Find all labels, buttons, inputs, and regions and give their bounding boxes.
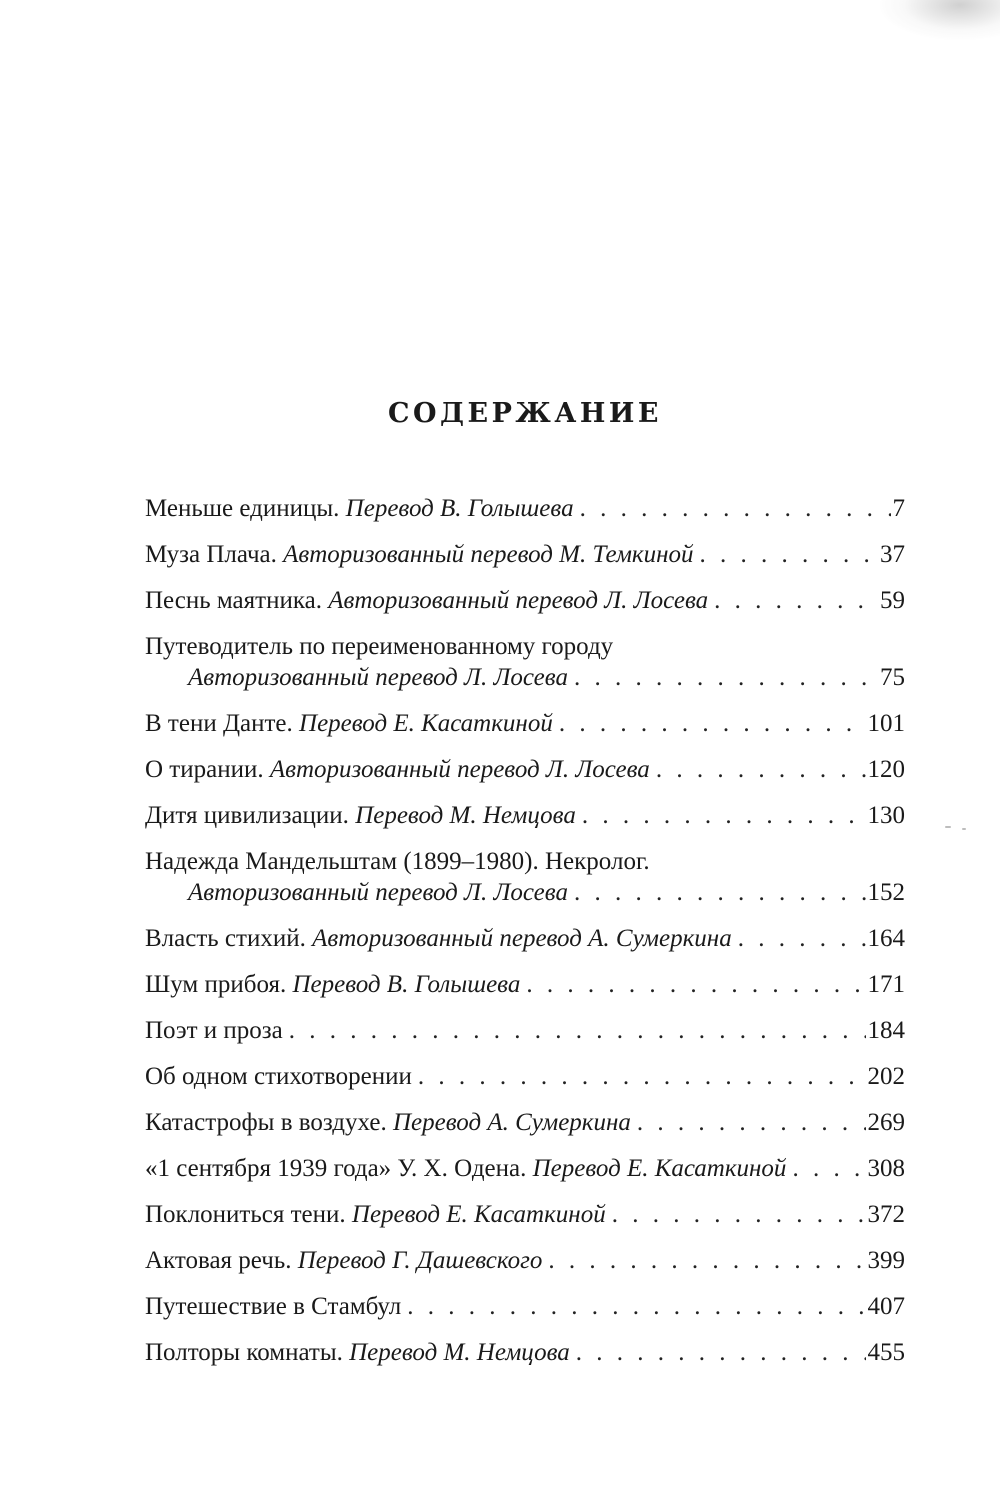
toc-entry [145,754,905,785]
entry-page-number: 37 [880,541,905,568]
toc-line [145,1153,905,1184]
entry-translator: Авторизованный перевод Л. Лосева [188,879,568,906]
toc-entry [145,1337,905,1368]
dot-leader [637,1107,866,1138]
entry-title: Об одном стихотворении [145,1063,412,1090]
entry-title: Шум прибоя. [145,971,287,998]
toc-entry [145,1107,905,1138]
entry-title: Поэт и проза [145,1017,283,1044]
entry-translator: Авторизованный перевод М. Темкиной [283,541,694,568]
entry-page-number: 7 [892,495,905,522]
dot-leader [559,708,866,739]
dot-leader [580,493,891,524]
scan-speck [962,828,966,830]
entry-translator: Авторизованный перевод А. Сумеркина [312,925,732,952]
toc-line [145,1291,905,1322]
toc-entry [145,846,905,908]
toc-line-continuation [145,877,905,908]
scan-speck [945,826,951,828]
entry-page-number: 101 [867,710,905,737]
entry-title: Катастрофы в воздухе. [145,1109,387,1136]
dot-leader [714,585,878,616]
entry-title: Полторы комнаты. [145,1339,343,1366]
entry-translator: Перевод Е. Касаткиной [299,710,553,737]
entry-translator: Перевод В. Голышева [345,495,574,522]
entry-page-number: 184 [867,1017,905,1044]
table-of-contents [145,493,905,1368]
toc-entry [145,969,905,1000]
page-title: СОДЕРЖАНИЕ [388,398,662,429]
toc-line [145,493,905,524]
entry-title: Надежда Мандельштам (1899–1980). Некролог. [145,848,650,875]
entry-page-number: 164 [867,925,905,952]
entry-translator: Авторизованный перевод Л. Лосева [328,587,709,614]
dot-leader [548,1245,865,1276]
dot-leader [289,1015,866,1046]
page-edge-shadow [880,0,1000,40]
toc-line [145,923,905,954]
dot-leader [792,1153,865,1184]
toc-entry [145,923,905,954]
toc-line-continuation [145,662,905,693]
entry-page-number: 308 [867,1155,905,1182]
toc-line [145,1015,905,1046]
toc-line [145,1107,905,1138]
dot-leader [576,1337,866,1368]
entry-page-number: 75 [880,664,905,691]
dot-leader [574,662,878,693]
toc-entry [145,708,905,739]
dot-leader [418,1061,866,1092]
toc-entry [145,1015,905,1046]
entry-title: «1 сентября 1939 года» У. Х. Одена. [145,1155,527,1182]
toc-line [145,846,905,877]
toc-line [145,585,905,616]
toc-entry [145,1199,905,1230]
toc-entry [145,1153,905,1184]
dot-leader [574,877,866,908]
entry-page-number: 399 [867,1247,905,1274]
toc-line [145,1199,905,1230]
toc-line [145,631,905,662]
toc-entry [145,800,905,831]
entry-title: Власть стихий. [145,925,306,952]
toc-line [145,1337,905,1368]
toc-entry [145,1061,905,1092]
entry-translator: Авторизованный перевод Л. Лосева [269,756,650,783]
entry-page-number: 130 [867,802,905,829]
toc-entry [145,493,905,524]
entry-page-number: 455 [867,1339,905,1366]
entry-translator: Перевод В. Голышева [292,971,521,998]
dot-leader [407,1291,865,1322]
entry-translator: Перевод Г. Дашевского [297,1247,543,1274]
entry-translator: Перевод Е. Касаткиной [351,1201,606,1228]
entry-translator: Перевод Е. Касаткиной [532,1155,787,1182]
entry-page-number: 372 [867,1201,905,1228]
toc-entry [145,631,905,693]
entry-title: Муза Плача. [145,541,277,568]
toc-entry [145,1245,905,1276]
entry-page-number: 202 [867,1063,905,1090]
entry-title: Путеводитель по переименованному городу [145,633,614,660]
toc-entry [145,539,905,570]
entry-translator: Перевод М. Немцова [349,1339,570,1366]
toc-line [145,969,905,1000]
dot-leader [526,969,865,1000]
entry-title: О тирании. [145,756,264,783]
entry-page-number: 269 [867,1109,905,1136]
dot-leader [656,754,866,785]
entry-page-number: 59 [880,587,905,614]
entry-page-number: 152 [867,879,905,906]
toc-line [145,1061,905,1092]
entry-title: В тени Данте. [145,710,293,737]
toc-line [145,800,905,831]
dot-leader [612,1199,866,1230]
entry-page-number: 407 [867,1293,905,1320]
dot-leader [700,539,878,570]
entry-title: Дитя цивилизации. [145,802,349,829]
entry-page-number: 120 [867,756,905,783]
toc-line [145,754,905,785]
entry-translator: Перевод А. Сумеркина [393,1109,631,1136]
toc-line [145,1245,905,1276]
dot-leader [582,800,866,831]
entry-translator: Авторизованный перевод Л. Лосева [188,664,568,691]
entry-title: Поклониться тени. [145,1201,346,1228]
entry-title: Песнь маятника. [145,587,322,614]
toc-entry [145,1291,905,1322]
entry-title: Путешествие в Стамбул [145,1293,402,1320]
dot-leader [738,923,866,954]
toc-entry [145,585,905,616]
entry-translator: Перевод М. Немцова [355,802,576,829]
entry-title: Актовая речь. [145,1247,292,1274]
entry-title: Меньше единицы. [145,495,340,522]
entry-page-number: 171 [867,971,905,998]
toc-line [145,708,905,739]
toc-line [145,539,905,570]
